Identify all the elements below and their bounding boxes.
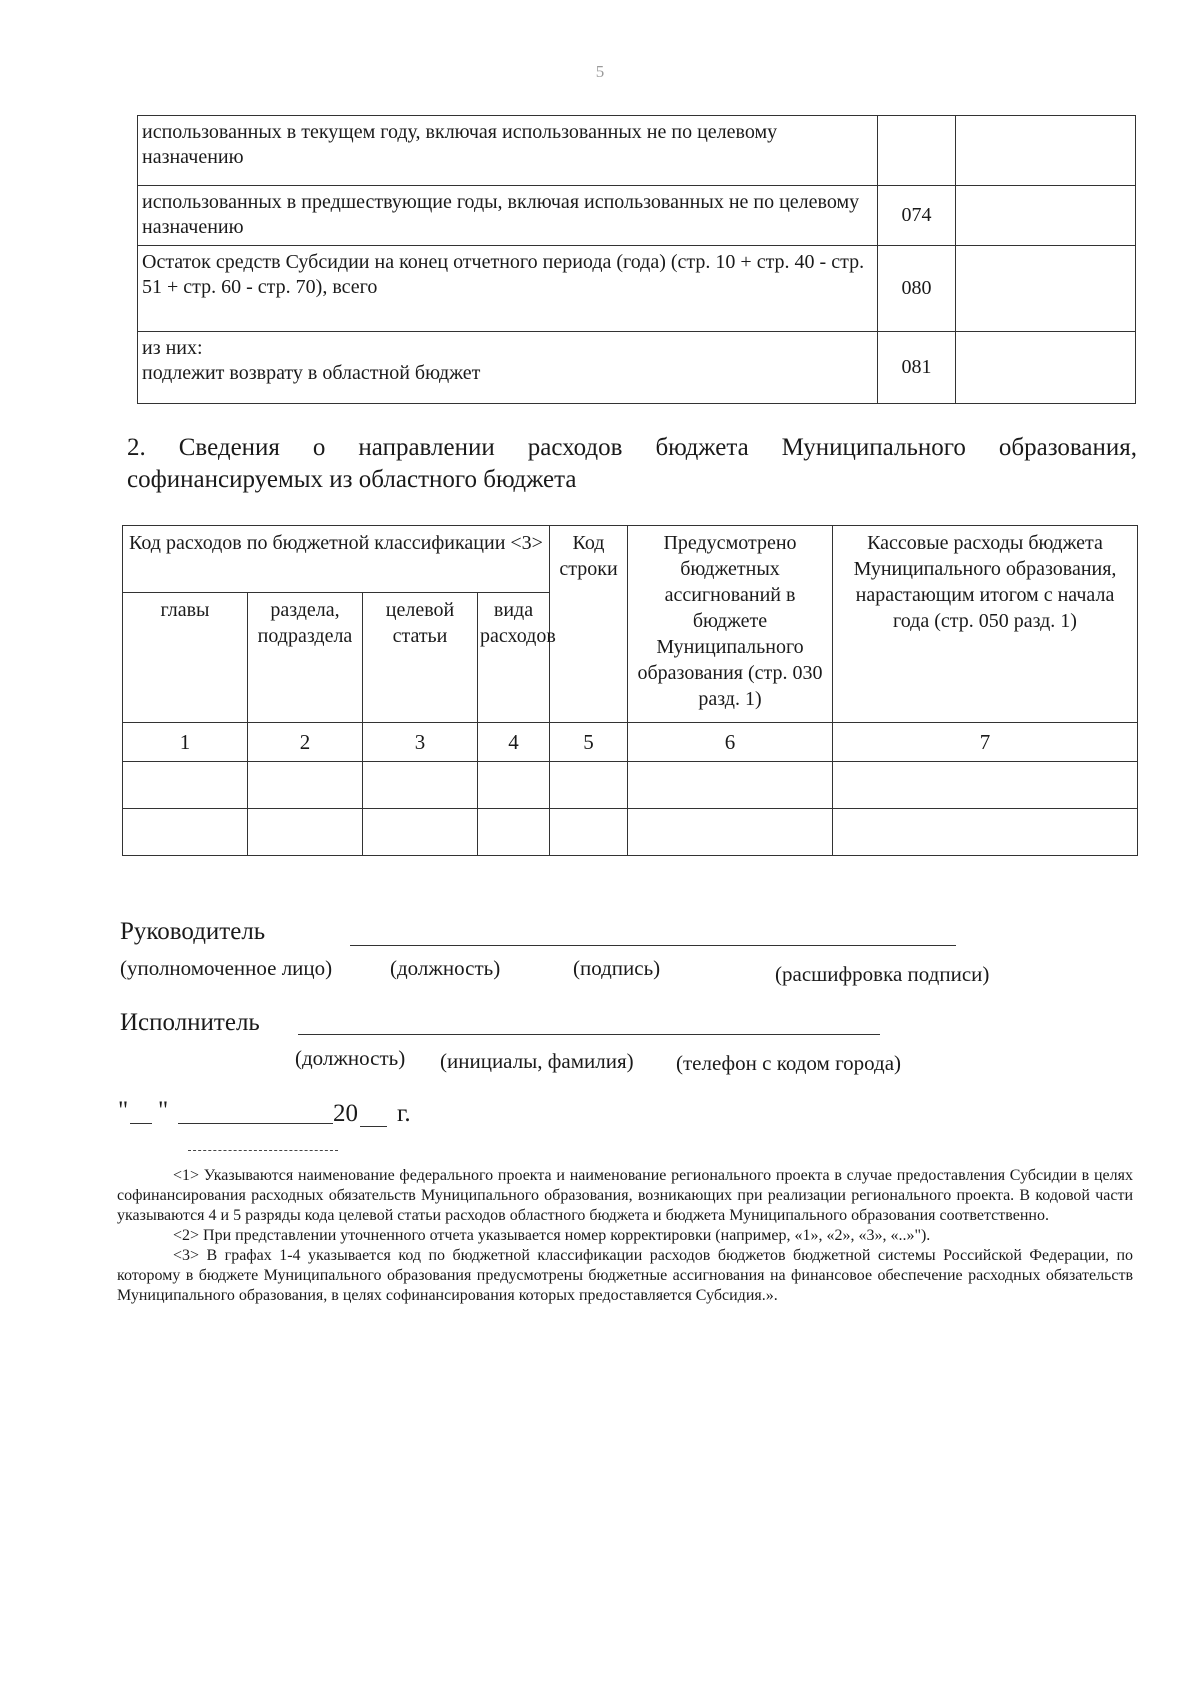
row-description	[138, 332, 878, 404]
initsialy-caption: (инициалы, фамилия)	[440, 1049, 634, 1073]
column-number: 2	[248, 723, 363, 762]
empty-cell	[248, 762, 363, 809]
date-suffix: г.	[397, 1100, 411, 1127]
date-quote-close: "	[158, 1097, 169, 1124]
table-row	[138, 116, 1136, 186]
page-number: 5	[595, 62, 605, 81]
rukovoditel-signature-line	[350, 945, 956, 946]
ispolnitel-signature-line	[298, 1034, 880, 1035]
row-description: использованных в предшествующие годы, включая использованных не по целевому назначению	[138, 186, 878, 246]
footnote-1: <1> Указываются наименование федерального проекта и наименование регионального проекта в случае предоставления Субсидии в целях софинансирования расходных обязательств Муниципального образования, возникающих при реализации регионального проекта. В кодовой части указываются 4 и 5 разряды кода целевой статьи расходов областного бюджета и бюджета Муниципального образования соответственно.	[117, 1167, 1133, 1224]
footnote-3: <3> В графах 1-4 указывается код по бюджетной классификации расходов бюджетов бюджетной системы Российской Федерации, по которому в бюджете Муниципального образования предусмотрены бюджетные ассигнования на финансовое обеспечение расходных обязательств Муниципального образования, в целях софинансирования которых предоставляется Субсидия.».	[117, 1247, 1133, 1304]
row-code	[878, 116, 956, 186]
rasshifrovka-caption: (расшифровка подписи)	[775, 962, 990, 986]
report-table-continuation	[137, 115, 1136, 404]
empty-cell	[550, 762, 628, 809]
row-value-cell	[956, 116, 1136, 186]
footnotes	[117, 1166, 1133, 1306]
header-kassovye: Кассовые расходы бюджета Муниципального образования, нарастающим итогом с начала года (стр. 050 разд. 1)	[833, 526, 1138, 723]
date-year-line	[360, 1126, 387, 1127]
table-row	[123, 762, 1138, 809]
empty-cell	[123, 809, 248, 856]
column-number: 6	[628, 723, 833, 762]
empty-cell	[123, 762, 248, 809]
empty-cell	[550, 809, 628, 856]
column-number-row	[123, 723, 1138, 762]
telefon-caption: (телефон с кодом города)	[676, 1051, 902, 1075]
date-quote-open: "	[118, 1097, 129, 1124]
row-value-cell	[956, 186, 1136, 246]
table-row	[138, 246, 1136, 332]
empty-cell	[833, 762, 1138, 809]
header-predusmotreno: Предусмотрено бюджетных ассигнований в бюджете Муниципального образования (стр. 030 разд. 1)	[628, 526, 833, 723]
upolnomochennoe-caption: (уполномоченное лицо)	[120, 956, 333, 980]
header-vida: вида расходов	[478, 593, 550, 723]
rukovoditel-label: Руководитель	[120, 918, 266, 945]
section-2-title: 2. Сведения о направлении расходов бюджета Муниципального образования, софинансируемых из областного бюджета	[127, 434, 1137, 493]
footnote-separator	[188, 1150, 338, 1151]
row-value-cell	[956, 246, 1136, 332]
column-number: 1	[123, 723, 248, 762]
column-number: 5	[550, 723, 628, 762]
podpis-caption: (подпись)	[573, 956, 661, 980]
empty-cell	[628, 809, 833, 856]
dolzhnost-caption: (должность)	[390, 956, 501, 980]
column-number: 4	[478, 723, 550, 762]
header-budget-classification: Код расходов по бюджетной классификации <3>	[123, 526, 550, 593]
row-code: 074	[878, 186, 956, 246]
row-description-line: подлежит возврату в областной бюджет	[142, 362, 481, 384]
date-day-line	[130, 1123, 152, 1124]
empty-cell	[248, 809, 363, 856]
row-description: использованных в текущем году, включая использованных не по целевому назначению	[138, 116, 878, 186]
table-row	[123, 809, 1138, 856]
empty-cell	[833, 809, 1138, 856]
table-row	[138, 332, 1136, 404]
empty-cell	[628, 762, 833, 809]
date-year-prefix: 20	[333, 1100, 358, 1127]
row-code: 080	[878, 246, 956, 332]
table-row	[138, 186, 1136, 246]
dolzhnost2-caption: (должность)	[295, 1046, 406, 1070]
empty-cell	[478, 762, 550, 809]
footnote-2: <2> При представлении уточненного отчета указывается номер корректировки (например, «1», «2», «3», «..»").	[173, 1227, 931, 1244]
row-description-line: из них:	[142, 337, 203, 359]
ispolnitel-label: Исполнитель	[120, 1009, 260, 1036]
empty-cell	[363, 809, 478, 856]
column-number: 3	[363, 723, 478, 762]
header-glavy: главы	[123, 593, 248, 723]
table-header-row	[123, 526, 1138, 593]
date-month-line	[178, 1123, 333, 1124]
empty-cell	[478, 809, 550, 856]
row-description: Остаток средств Субсидии на конец отчетного периода (года) (стр. 10 + стр. 40 - стр. 51 + стр. 60 - стр. 70), всего	[138, 246, 878, 332]
row-value-cell	[956, 332, 1136, 404]
header-celevoy: целевой статьи	[363, 593, 478, 723]
expenses-table	[122, 525, 1138, 856]
header-razdela: раздела, подраздела	[248, 593, 363, 723]
column-number: 7	[833, 723, 1138, 762]
row-code: 081	[878, 332, 956, 404]
empty-cell	[363, 762, 478, 809]
header-kod-stroki: Код строки	[550, 526, 628, 723]
